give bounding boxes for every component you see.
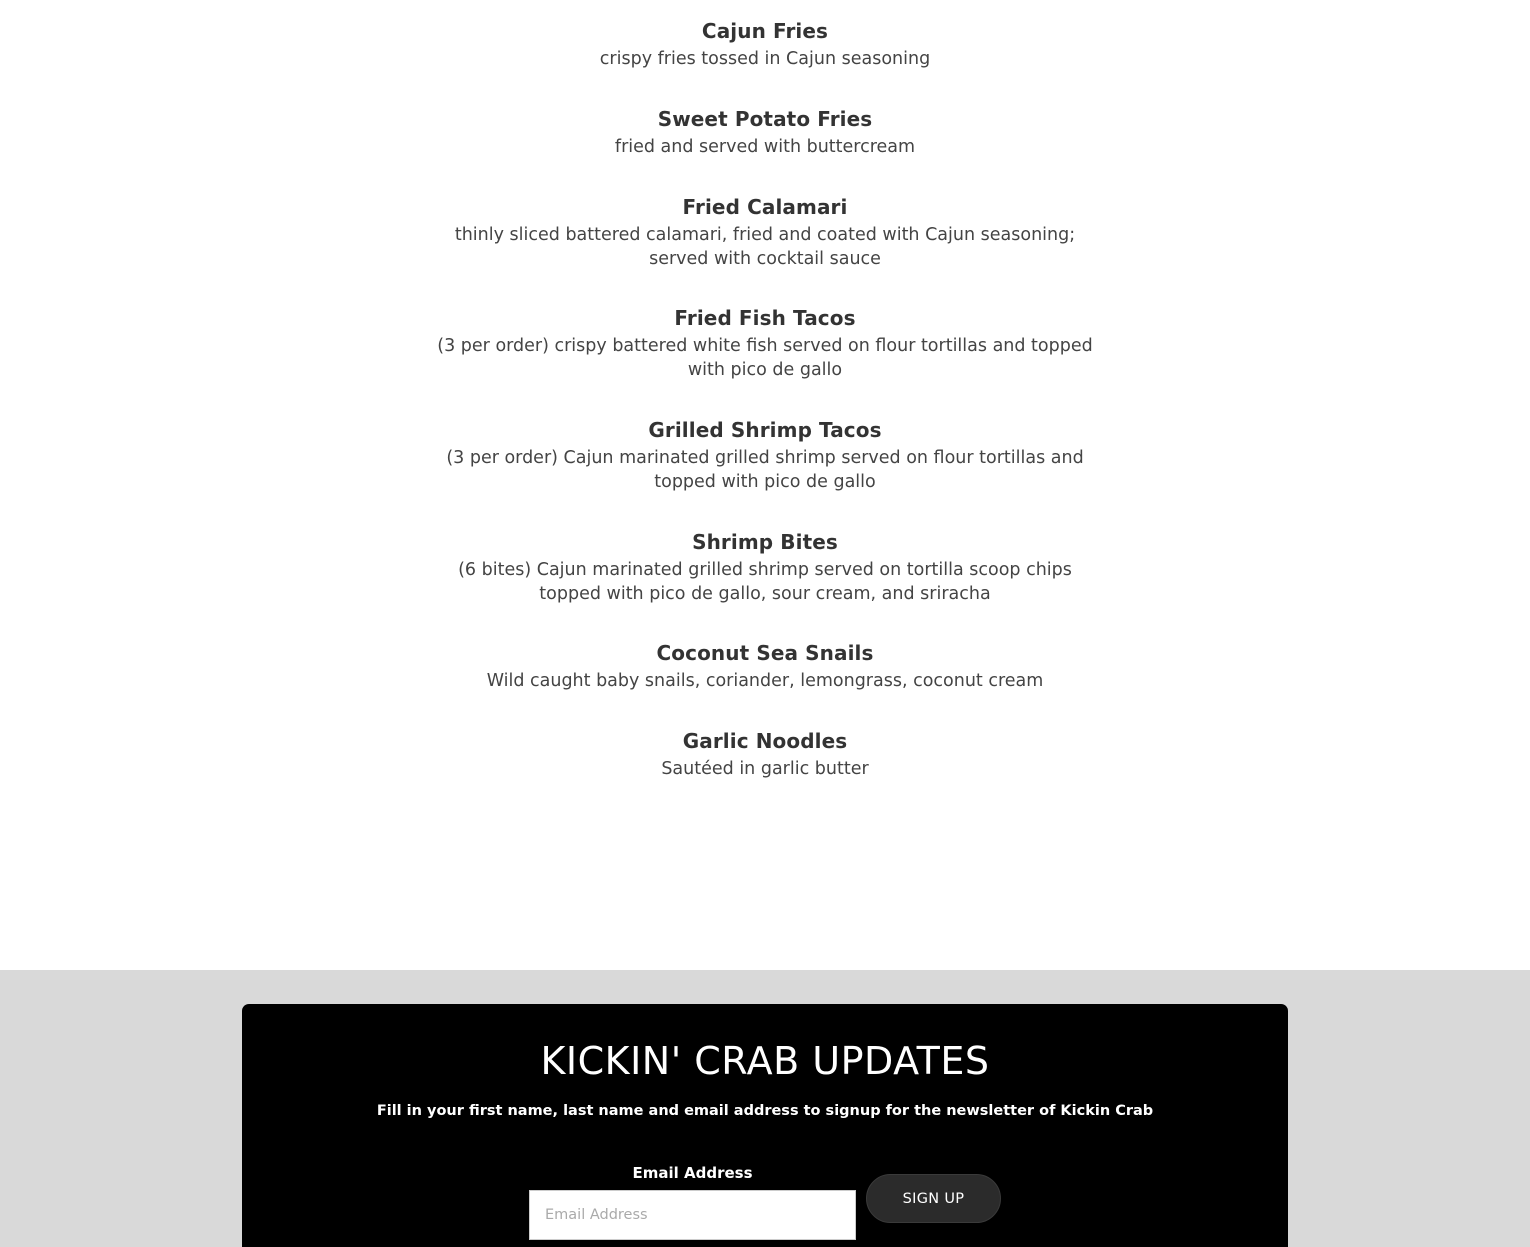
menu-item-name: Fried Fish Tacos (674, 306, 856, 330)
menu-item-name: Cajun Fries (701, 19, 829, 43)
menu-item-description: (3 per order) Cajun marinated grilled shrimp served on flour tortillas and topped with pico de gallo (446, 448, 1084, 492)
menu-item-description: (6 bites) Cajun marinated grilled shrimp served on tortilla scoop chips topped with pico de gallo, sour cream, and sriracha (458, 560, 1072, 604)
menu-item-grilled-shrimp-tacos (0, 417, 1530, 494)
menu-item-name: Garlic Noodles (682, 729, 848, 753)
menu-item-fried-calamari (0, 194, 1530, 271)
menu-item-sweet-potato-fries (0, 106, 1530, 160)
email-field[interactable] (529, 1190, 856, 1240)
menu-item-description: crispy fries tossed in Cajun seasoning (599, 49, 931, 69)
newsletter-subtitle: Fill in your first name, last name and email address to signup for the newsletter of Kickin Crab (376, 1103, 1154, 1119)
menu-item-fried-fish-tacos (0, 305, 1530, 382)
menu-item-shrimp-bites (0, 529, 1530, 606)
menu-item-name: Coconut Sea Snails (656, 641, 874, 665)
menu-item-cajun-fries (0, 18, 1530, 72)
menu-item-description: Sautéed in garlic butter (661, 759, 869, 779)
menu-item-description: fried and served with buttercream (614, 137, 916, 157)
menu-item-garlic-noodles (0, 728, 1530, 782)
menu-item-name: Fried Calamari (682, 195, 848, 219)
newsletter-signup (242, 1004, 1288, 1247)
menu-item-name: Shrimp Bites (692, 530, 838, 554)
menu-item-description: Wild caught baby snails, coriander, lemongrass, coconut cream (486, 671, 1044, 691)
menu-item-coconut-sea-snails (0, 640, 1530, 694)
footer-band (0, 970, 1530, 1247)
newsletter-title: KICKIN' CRAB UPDATES (540, 1039, 990, 1083)
menu-item-description: (3 per order) crispy battered white fish served on flour tortillas and topped with pico de gallo (437, 336, 1093, 380)
menu-item-description: thinly sliced battered calamari, fried and coated with Cajun seasoning; served with cocktail sauce (454, 225, 1076, 269)
email-label: Email Address (632, 1164, 753, 1182)
menu-item-name: Sweet Potato Fries (657, 107, 873, 131)
signup-button[interactable]: SIGN UP (866, 1174, 1001, 1223)
menu-item-name: Grilled Shrimp Tacos (648, 418, 882, 442)
